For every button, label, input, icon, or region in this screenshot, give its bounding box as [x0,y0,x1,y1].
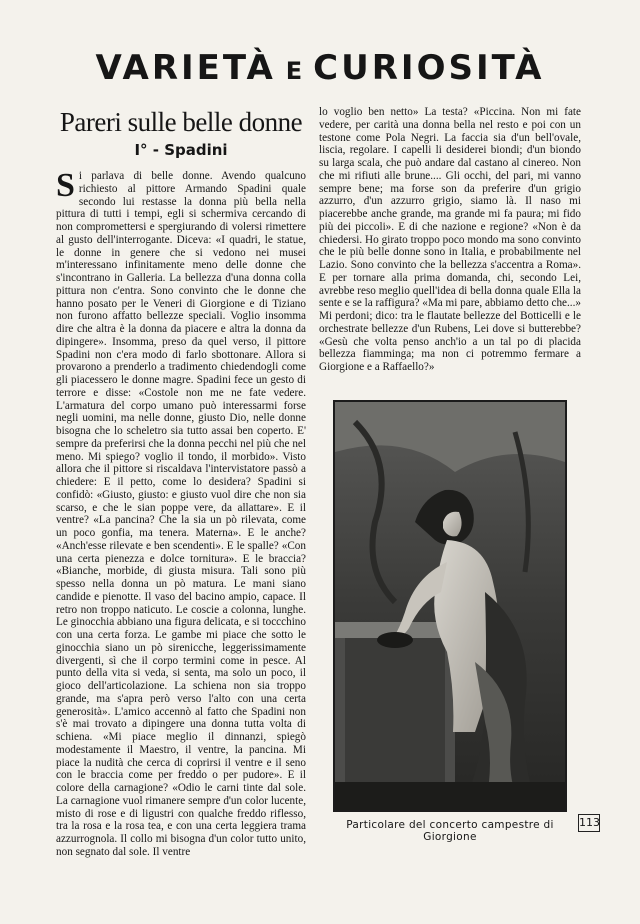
section-header-part2: E [285,57,304,85]
article-body-left: Si parlava di belle donne. Avendo qualcuno richiesto al pittore Armando Spadini quale secondo lui restasse la donna più bella nella pittura di tutti i tempi, egli si schermiva cercando di non compromettersi e spergiurando di volersi rimettere al gusto dell'interrogante. Diceva: «I quadri, le statue, le donne in genere che si vedono nei musei m'interessano infinitamente meno delle donne che s'incontrano in Galleria. La bellezza d'una donna colla pittura non c'entra. Sono convinto che le donne che hanno posato per le Veneri di Giorgione e di Tiziano non furono affatto bellezze speciali. Voglio insomma dire che altra è la donna da piacere e altra la donna da dipingere». Insomma, preso da quel verso, il pittore Spadini non c'era modo di farlo sbottonare. Allora si provarono a prenderlo a tradimento chiedendogli come gli piacessero le donne magre. Spadini fece un gesto di terrore e disse: «Costole non me ne fate vedere. L'armatura del corpo umano può interessarmi forse negli uomini, ma nelle donne, giusto Dio, nelle donne bisogna che lo scheletro sia tutto assai ben coperto. E' sempre da preferirsi che la donna pecchi nel più che nel meno. Mi spiego? voglio il tondo, il morbido». Visto allora che il pittore si riscaldava l'intervistatore passò a chiedere: E il petto, come lo desidera? Spadini si confidò: «Giusto, giusto: e giusto vuol dire che non sia scarso, e che le sian poppe vere, da allattare». E il ventre? «La pancina? Che la sia un pò rilevata, come un poco gonfia, ma tenera. Materna». E le anche? «Anch'esse rilevate e ben scendenti». E le spalle? «Con una certa pienezza e dolce tornitura». E le braccia? «Bianche, morbide, di giusta misura. Tali sono più spesso nella donna un pò matura. Le mani siano candide e pienotte. Il vaso del bacino ampio, capace. Il retro non troppo naticuto. Le coscie a colonna, lunghe. Le ginocchia abbiano una figura delicata, e si toccchino con una certa forza. Le gambe mi piace che sotto le ginocchia siano un pò sirenicche, leggerissimamente divergenti, sì che il corpo termini come in pesce. Al punto della vita si veda, si senta, ma solo un poco, il gioco dell'articolazione. La schiena non sia troppo grande, ma s'apra però verso l'alto con una certa generosità». L'amico accennò al fatto che Spadini non s'è mai trovato a dipingere una donna tutta volta di schiena. «Mi piace meglio il dinnanzi, spiegò modestamente il Maestro, il ventre, la pancina. Mi piace la nudità che cerca di coprirsi il ventre e il seno con le braccia come per freddo o per pudore». E il colore della carnagione? «Odio le carni tinte dal sole. La carnagione vuol rimanere sempre d'un color lucente, misto di rose e di ligustri con qualche freddo riflesso, tra la rosa e la rosa tea, e con una certa leggiera trama azzurrognola. Il collo mi bisogna d'un color tutto unito, non segnato dal sole. Il ventre [56,167,306,858]
section-header [0,48,640,88]
section-header-part1: VARIETÀ [95,48,276,88]
right-column [319,106,581,389]
left-column [56,106,306,858]
article-title: Pareri sulle belle donne [59,107,303,137]
painting-illustration [333,400,567,812]
page-number: 113 [578,814,600,832]
article-subtitle: I° - Spadini [134,141,228,159]
article-body-right: lo voglio ben netto» La testa? «Piccina. Non mi fate vedere, per carità una donna bella nel resto e poi con un testone come Pola Negri. La faccia sia d'un bell'ovale, liscia, regolare. I capelli li desiderei biondi; d'un biondo su larga scala, che può andare dal castano al cinereo. Non che mi rifiuti alle brune.... Gli occhi, del pari, mi vanno sempre bene; ma forse son da preferire d'un grigio azzurro, d'un azzurro grigio, siamo là. Il naso mi piacerebbe anche grande, ma grande mi fa paura; mi fido più dei piccoli». E di che nazione e regione? «Non è da chiedersi. Ho girato troppo poco mondo ma sono convinto che le più belle donne sono in Italia, e probabilmente nel Lazio. Sono convinto che la bellezza s'accentra a Roma». E per tornare alla prima domanda, chi, secondo Lei, avrebbe reso meglio quell'idea di bella donna quale Ella la sente e se la raffigura? «Ma mi pare, abbiamo detto che...» Mi perdoni; dico: tra le flautate bellezze del Botticelli e le orchestrate bellezze d'un Rubens, Lei dove si butterebbe? «Gesù che volta penso anch'io a un tal po di placida bellezza fiamminga; ma non ci potremmo fermare a Giorgione e a Raffaello?» [319,106,581,373]
figure-caption: Particolare del concerto campestre di Giorgione [346,819,554,843]
section-header-part3: CURIOSITÀ [313,48,545,88]
